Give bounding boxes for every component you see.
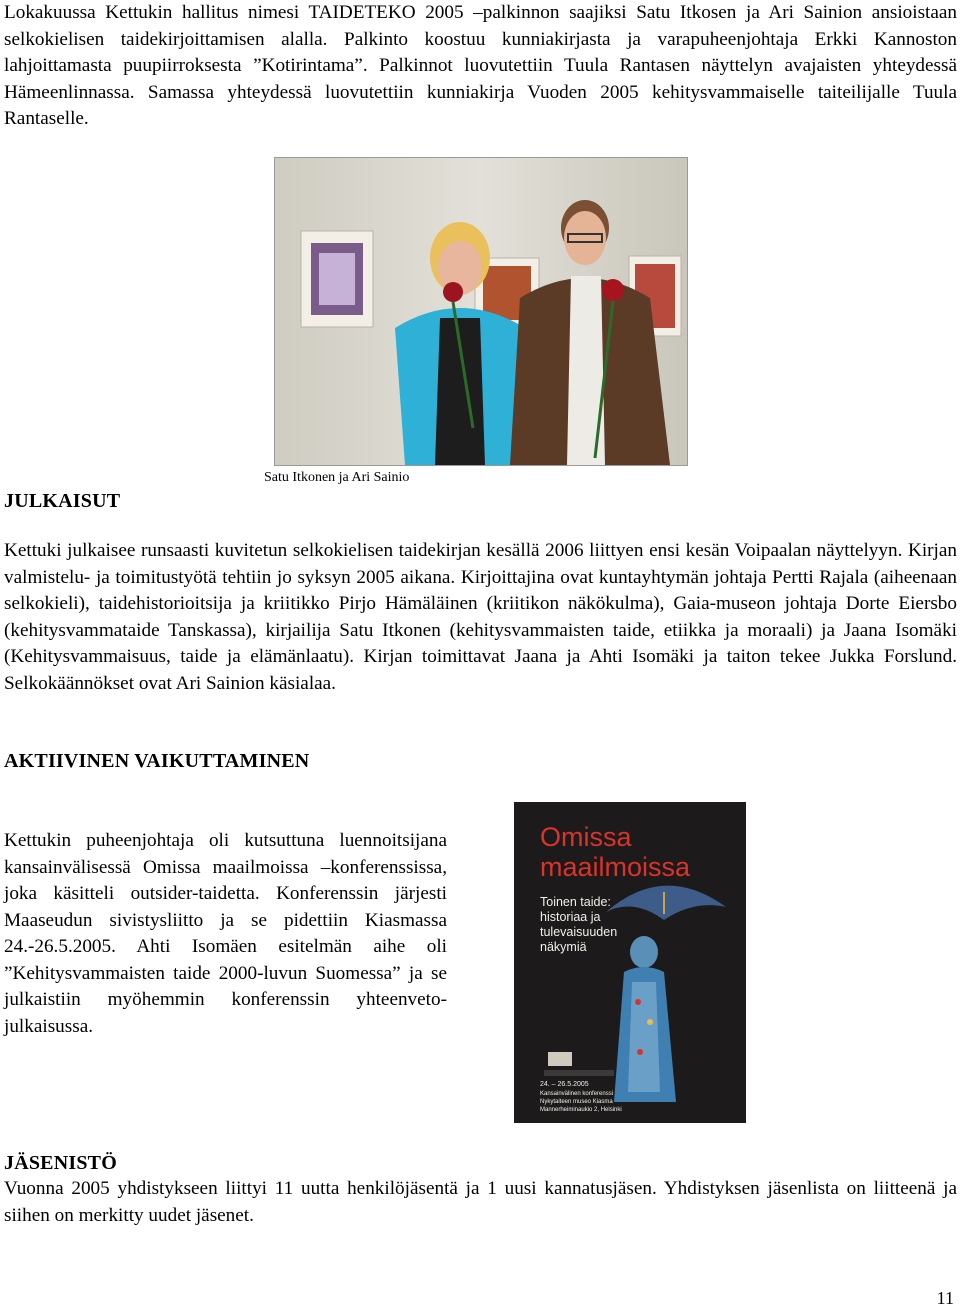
intro-paragraph: Lokakuussa Kettukin hallitus nimesi TAIDETEKO 2005 –palkinnon saajiksi Satu Itkosen ja Ari Sainion ansioistaan selkokielisen taidekirjoittamisen alalla. Palkinto koostuu kunniakirjasta ja varapuheenjohtaja Erkki Kannoston lahjoittamasta puupiirroksesta ”Kotirintama”. Palkinnot luovutettiin Tuula Rantasen näyttelyn avajaisten yhteydessä Hämeenlinnassa. Samassa yhteydessä luovutettiin kunniakirja Vuoden 2005 kehitysvammaiselle taiteilijalle Tuula Rantaselle. — [4, 2, 957, 129]
jasenisto-paragraph: Vuonna 2005 yhdistykseen liittyi 11 uutta henkilöjäsentä ja 1 uusi kannatusjäsen. Yhdistyksen jäsenlista on liitteenä ja siihen on merkitty uudet jäsenet. — [4, 1178, 957, 1226]
poster-footer-2: Kansainvälinen konferenssi — [540, 1091, 614, 1097]
poster-subtitle-1: Toinen taide: — [540, 895, 611, 909]
poster-footer-1: 24. – 26.5.2005 — [540, 1081, 589, 1088]
photo-caption: Satu Itkonen ja Ari Sainio — [264, 470, 410, 485]
poster-subtitle-3: tulevaisuuden — [540, 925, 618, 939]
jasenisto-heading: JÄSENISTÖ — [4, 1152, 117, 1174]
aktiivinen-paragraph: Kettukin puheenjohtaja oli kutsuttuna luennoitsijana kansainvälisessä Omissa maailmoissa –konferenssissa, joka käsitteli outsider-taidetta. Konferenssin järjesti Maaseudun sivistysliitto ja se pidettiin Kiasmassa 24.-26.5.2005. Ahti Isomäen esitelmän aihe oli ”Kehitysvammaisten taide 2000-luvun Suomessa” ja se julkaistiin myöhemmin konferenssin yhteenveto-julkaisussa. — [4, 830, 447, 1037]
poster-title-1: Omissa — [540, 822, 632, 852]
conference-poster — [514, 802, 746, 1123]
poster-footer-4: Mannerheiminaukio 2, Helsinki — [540, 1107, 622, 1113]
aktiivinen-heading: AKTIIVINEN VAIKUTTAMINEN — [4, 750, 310, 772]
photo-illustration — [275, 158, 687, 465]
poster-illustration — [514, 802, 746, 1123]
julkaisut-paragraph: Kettuki julkaisee runsaasti kuvitetun selkokielisen taidekirjan kesällä 2006 liittyen ensi kesän Voipaalan näyttelyyn. Kirjan valmistelu- ja toimitustyötä tehtiin jo syksyn 2005 aikana. Kirjoittajina ovat kuntayhtymän johtaja Pertti Rajala (aiheenaan selkokieli), taidehistorioitsija ja kriitikko Pirjo Hämäläinen (kriitikon näkökulma), Gaia-museon johtaja Dorte Eiersbo (kehitysvammataide Tanskassa), kirjailija Satu Itkonen (kehitysvammaisten taide, etiikka ja moraali) ja Jaana Isomäki (Kehitysvammaisuus, taide ja elämänlaatu). Kirjan toimittavat Jaana ja Ahti Isomäki ja taiton tekee Jukka Forslund. Selkokäännökset ovat Ari Sainion käsialaa. — [4, 540, 957, 694]
poster-subtitle-2: historiaa ja — [540, 910, 601, 924]
poster-title-2: maailmoissa — [540, 852, 691, 882]
poster-footer-3: Nykytaiteen museo Kiasma — [540, 1099, 613, 1105]
award-photo — [274, 157, 688, 466]
page-number: 11 — [936, 1288, 954, 1308]
poster-subtitle-4: näkymiä — [540, 940, 587, 954]
julkaisut-heading: JULKAISUT — [4, 490, 121, 512]
